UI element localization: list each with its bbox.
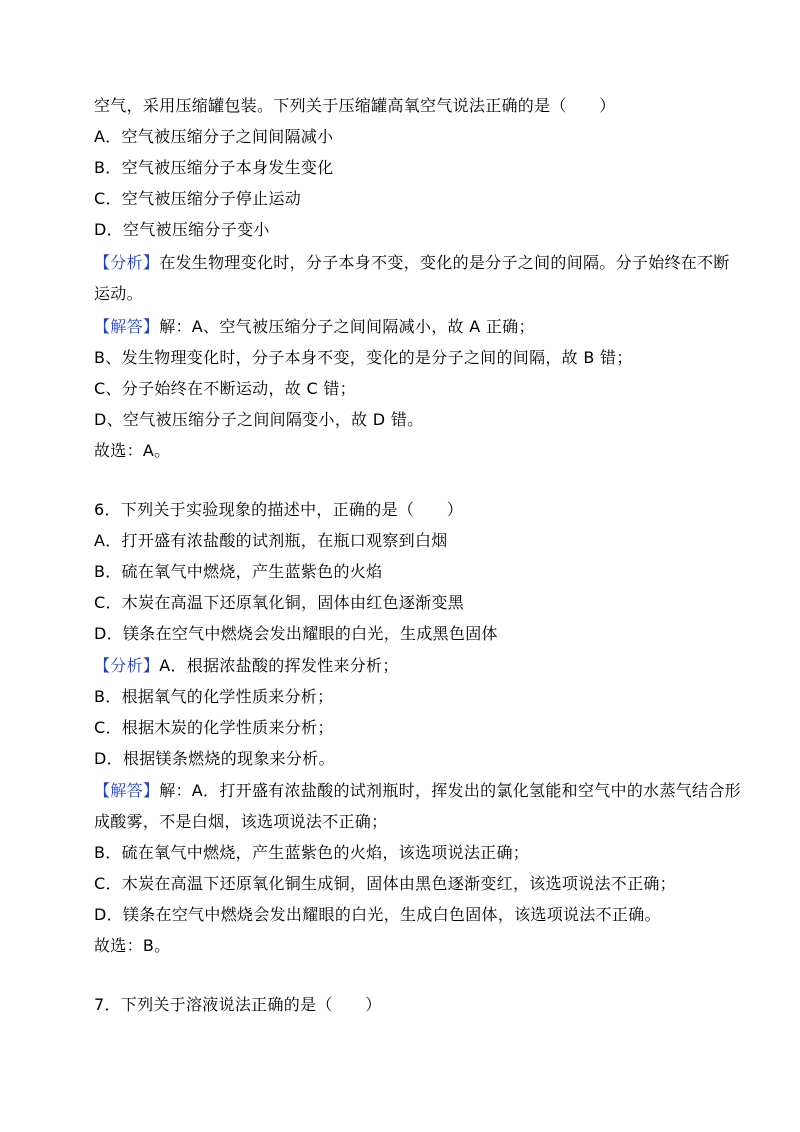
q5-answer-line-3: C、分子始终在不断运动，故 C 错； (94, 379, 356, 398)
q6-option-d: D．镁条在空气中燃烧会发出耀眼的白光，生成黑色固体 (94, 624, 498, 643)
q5-choice: 故选：A。 (94, 441, 171, 460)
q7-stem: 7．下列关于溶液说法正确的是（ ） (94, 995, 382, 1014)
q6-option-a: A．打开盛有浓盐酸的试剂瓶，在瓶口观察到白烟 (94, 531, 448, 550)
q5-analysis-text-1: 在发生物理变化时，分子本身不变，变化的是分子之间的间隔。分子始终在不断 (159, 253, 730, 272)
q6-analysis-line-1: A．根据浓盐酸的挥发性来分析； (159, 656, 399, 675)
q6-analysis-line-4: D．根据镁条燃烧的现象来分析。 (94, 749, 335, 768)
answer-tag: 【解答】 (94, 317, 160, 336)
analysis-tag: 【分析】 (94, 656, 160, 675)
q6-analysis-line-2: B．根据氧气的化学性质来分析； (94, 687, 334, 706)
q6-answer-line-4: C．木炭在高温下还原氧化铜生成铜，固体由黑色逐渐变红，该选项说法不正确； (94, 874, 676, 893)
q5-option-b: B．空气被压缩分子本身发生变化 (94, 158, 334, 177)
q5-answer-line-2: B、发生物理变化时，分子本身不变，变化的是分子之间的间隔，故 B 错； (94, 348, 633, 367)
q5-stem: 空气，采用压缩罐包装。下列关于压缩罐高氧空气说法正确的是（ ） (94, 96, 616, 115)
q5-answer-line-1: 解：A、空气被压缩分子之间间隔减小，故 A 正确； (159, 317, 535, 336)
q6-stem: 6．下列关于实验现象的描述中，正确的是（ ） (94, 500, 464, 519)
q5-analysis (94, 253, 730, 273)
answer-tag: 【解答】 (94, 781, 160, 800)
q5-answer (94, 317, 535, 337)
q6-choice: 故选：B。 (94, 936, 171, 955)
q6-answer-line-3: B．硫在氧气中燃烧，产生蓝紫色的火焰，该选项说法正确； (94, 843, 530, 862)
q5-option-d: D．空气被压缩分子变小 (94, 220, 270, 239)
q5-option-c: C．空气被压缩分子停止运动 (94, 189, 302, 208)
q5-option-a: A．空气被压缩分子之间间隔减小 (94, 127, 334, 146)
q6-analysis-line-3: C．根据木炭的化学性质来分析； (94, 718, 334, 737)
q6-option-c: C．木炭在高温下还原氧化铜，固体由红色逐渐变黑 (94, 593, 465, 612)
q6-answer-line-2: 成酸雾，不是白烟，该选项说法不正确； (94, 812, 388, 831)
q6-option-b: B．硫在氧气中燃烧，产生蓝紫色的火焰 (94, 562, 383, 581)
analysis-tag: 【分析】 (94, 253, 160, 272)
q6-answer (94, 781, 741, 801)
q5-answer-line-4: D、空气被压缩分子之间间隔变小，故 D 错。 (94, 410, 424, 429)
q6-analysis (94, 656, 399, 676)
q6-answer-line-1: 解：A．打开盛有浓盐酸的试剂瓶时，挥发出的氯化氢能和空气中的水蒸气结合形 (159, 781, 741, 800)
q6-answer-line-5: D．镁条在空气中燃烧会发出耀眼的白光，生成白色固体，该选项说法不正确。 (94, 905, 661, 924)
q5-analysis-text-2: 运动。 (94, 284, 143, 303)
